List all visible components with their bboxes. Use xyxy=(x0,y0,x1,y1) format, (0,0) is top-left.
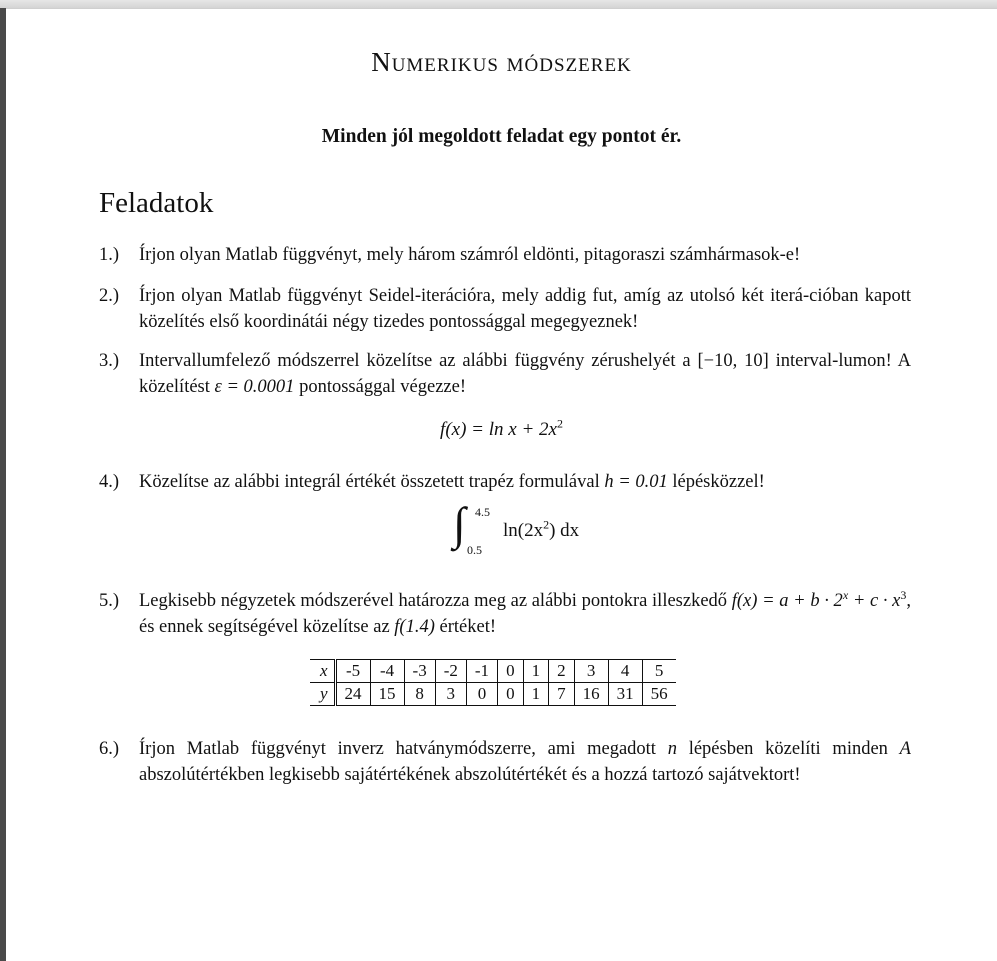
task-number: 5.) xyxy=(99,591,120,611)
task-text: Intervallumfelező módszerrel közelítse az alábbi függvény zérushelyét a [−10, 10] interval-lumon! A közelítést ε = 0.0001 pontossággal végezze! xyxy=(139,351,911,397)
table-cell-y: 7 xyxy=(549,683,575,706)
equation-f: $f(x) = \ln x + 2x^2$ xyxy=(440,416,563,440)
data-table xyxy=(310,659,676,706)
table-cell-y: 0 xyxy=(466,683,497,706)
task-text: Közelítse az alábbi integrál értékét összetett trapéz formulával h = 0.01 lépésközzel! xyxy=(139,472,765,492)
task-number: 3.) xyxy=(99,351,120,371)
row-label-x: x xyxy=(310,660,335,683)
task-1 xyxy=(99,242,911,268)
task-6 xyxy=(99,736,911,788)
integral-lower-limit: 0.5 xyxy=(467,543,482,557)
subtitle: Minden jól megoldott feladat egy pontot ér. xyxy=(321,126,682,147)
page-title: Numerikus módszerek xyxy=(371,47,632,77)
table-cell-y: 56 xyxy=(642,683,676,706)
table-cell-x: 1 xyxy=(523,660,549,683)
task-number: 4.) xyxy=(99,472,120,492)
table-cell-x: 4 xyxy=(608,660,642,683)
table-cell-x: -1 xyxy=(466,660,497,683)
table-cell-y: 0 xyxy=(498,683,524,706)
task-text: Legkisebb négyzetek módszerével határozza meg az alábbi pontokra illeszkedő $f(x) = a + b \cdot 2^x + c \cdot x^3$, és ennek segítségével közelítse az f(1.4) értéket! xyxy=(139,587,912,637)
table-cell-x: 0 xyxy=(498,660,524,683)
document-page xyxy=(6,8,997,961)
table-cell-y: 24 xyxy=(335,683,370,706)
table-cell-y: 15 xyxy=(370,683,404,706)
table-cell-x: -5 xyxy=(335,660,370,683)
task-3 xyxy=(99,348,911,400)
task-number: 2.) xyxy=(99,286,120,306)
task-number: 6.) xyxy=(99,739,120,759)
table-row-x xyxy=(310,660,676,683)
table-cell-x: 3 xyxy=(574,660,608,683)
table-row-y xyxy=(310,683,676,706)
task-4 xyxy=(99,469,911,495)
table-cell-x: -2 xyxy=(435,660,466,683)
integral-upper-limit: 4.5 xyxy=(475,505,490,519)
task-text: Írjon Matlab függvényt inverz hatványmódszerre, ami megadott n lépésben közelíti minden A abszolútértékben legkisebb sajátértékének abszolútértékét és a hozzá tartozó sajátvektort! xyxy=(139,739,911,785)
integral-expression xyxy=(453,498,613,563)
table-cell-y: 1 xyxy=(523,683,549,706)
table-cell-y: 8 xyxy=(404,683,435,706)
table-cell-x: -3 xyxy=(404,660,435,683)
task-text: Írjon olyan Matlab függvényt, mely három számról eldönti, pitagoraszi számhármasok-e! xyxy=(139,245,801,265)
table-cell-x: 2 xyxy=(549,660,575,683)
table-cell-y: 16 xyxy=(574,683,608,706)
row-label-y: y xyxy=(310,683,335,706)
step-size: h = 0.01 xyxy=(604,472,668,492)
task-number: 1.) xyxy=(99,245,120,265)
table-cell-x: 5 xyxy=(642,660,676,683)
table-cell-y: 31 xyxy=(608,683,642,706)
table-cell-x: -4 xyxy=(370,660,404,683)
window-top-bar xyxy=(0,0,997,8)
integral-sign: ∫ xyxy=(453,498,466,549)
section-heading: Feladatok xyxy=(99,187,214,219)
epsilon-value: ε = 0.0001 xyxy=(214,377,295,397)
table-cell-y: 3 xyxy=(435,683,466,706)
task-5 xyxy=(99,588,911,640)
integrand: $\ln(2x^2)$ dx xyxy=(503,517,580,541)
task-text: Írjon olyan Matlab függvényt Seidel-iterációra, mely addig fut, amíg az utolsó két iterá-cióban kapott közelítés első koordinátái négy tizedes pontossággal megegyeznek! xyxy=(139,286,911,332)
task-2 xyxy=(99,283,911,335)
